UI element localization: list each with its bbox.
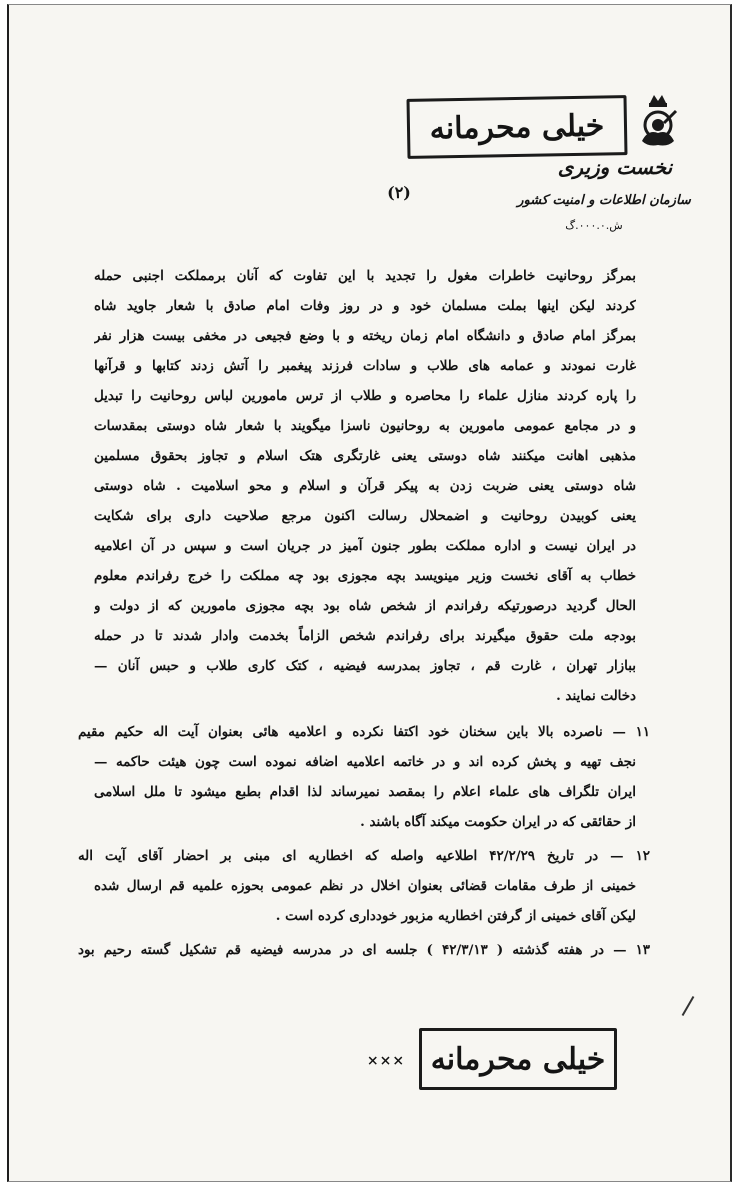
paragraph-11-line: ۱۱ — ناصرده بالا باین سخنان خود اکتفا نکرده و اعلامیه هائی بعنوان آیت اله حکیم مقیم bbox=[78, 724, 650, 740]
lion-and-sun-emblem-icon bbox=[634, 93, 682, 157]
body-line: بمرگز روحانیت خاطرات مغول را تجدید با این تفاوت که آنان برمملکت اجنبی حمله bbox=[94, 268, 636, 284]
organization-subtitle: سازمان اطلاعات و امنیت کشور bbox=[517, 193, 691, 208]
body-line: الحال گردید درصورتیکه رفراندم از شخص شاه بود بچه مجوزی مامورین که از دولت و bbox=[94, 598, 636, 614]
body-line: ببازار تهران ، غارت قم ، تجاوز بمدرسه فیضیه ، کتک کاری طلاب و حبس آنان — bbox=[94, 658, 636, 674]
page-number: (۲) bbox=[387, 183, 411, 202]
paragraph-12-line: ۱۲ — در تاریخ ۴۲/۲/۲۹ اطلاعیه واصله که اخطاریه ای مبنی بر احضار آقای آیت اله bbox=[78, 848, 650, 864]
body-line: دخالت نمایند . bbox=[556, 688, 636, 704]
body-line: در ایران نیست و اداره مملکت بطور جنون آمیز در جریان است و سپس در آن اعلامیه bbox=[94, 538, 636, 554]
paragraph-11-line: از حقائقی که در ایران حکومت میکند آگاه باشند . bbox=[360, 814, 636, 830]
paragraph-11-line: ایران تلگراف های علماء اعلام را بمقصد نمیرساند لذا اقدام بطبع میشود تا ملل اسلامی bbox=[94, 784, 636, 800]
paragraph-12-line: لیکن آقای خمینی از گرفتن اخطاریه مزبور خودداری کرده است . bbox=[275, 908, 636, 924]
body-line: خطاب به آقای نخست وزیر مینویسد بچه مجوزی بود چه مملکت را خرج رفراندم معلوم bbox=[94, 568, 636, 584]
organization-title: نخست وزیری bbox=[557, 155, 673, 179]
body-line: مذهبی اهانت میکنند شاه دوستی یعنی غارتگری هتک اسلام و تجاوز بحقوق مسلمین bbox=[94, 448, 636, 464]
paragraph-11-line: نجف تهیه و پخش کرده اند و در خاتمه اعلامیه اضافه نموده است چون هیئت حاکمه — bbox=[94, 754, 636, 770]
body-line: بمرگز امام صادق و دانشگاه امام زمان ریخته و با وضع فجیعی در مخفی بیست هزار نفر bbox=[94, 328, 636, 344]
body-line: یعنی کوبیدن روحانیت و اضمحلال رسالت اکنون مرجع صلاحیت داری برای شکایت bbox=[94, 508, 636, 524]
paragraph-13-line: ۱۳ — در هفته گذشته ( ۴۲/۳/۱۳ ) جلسه ای در مدرسه فیضیه قم تشکیل گسته رحیم بود bbox=[78, 942, 650, 958]
body-line: شاه دوستی یعنی ضربت زدن به پیکر قرآن و اسلام و محو اسلامیت . شاه دوستی bbox=[94, 478, 636, 494]
body-line: و در مجامع عمومی مامورین به روحانیون ناسزا میگویند با شعار شاه دوستی بمقدسات bbox=[94, 418, 636, 434]
body-line: کردند لیکن اینها بملت مسلمان خود و در روز وفات امام صادق با شعار جاوید شاه bbox=[94, 298, 636, 314]
margin-mark bbox=[682, 996, 695, 1016]
classification-stamp-bottom: خیلی محرمانه bbox=[419, 1028, 617, 1090]
body-line: بودجه ملت حقوق میگیرند برای رفراندم شخص الزاماً بخدمت وادار شدند تا در حمله bbox=[94, 628, 636, 644]
classification-stamp-top: خیلی محرمانه bbox=[406, 95, 627, 159]
reference-number: ش.۰۰۰.۰.گ bbox=[565, 219, 623, 232]
body-line: را پاره کردند منازل علماء را محاصره و طلاب از ترس مامورین لباس روحانیت را تبدیل bbox=[94, 388, 636, 404]
body-line: غارت نمودند و عمامه های طلاب و سادات فرزند پیغمبر را آتش زدند کتابها و قرآنها bbox=[94, 358, 636, 374]
document-page bbox=[7, 4, 732, 1182]
closing-mark: ××× bbox=[366, 1053, 406, 1069]
paragraph-12-line: خمینی از طرف مقامات قضائی بعنوان اخلال در نظم عمومی بحوزه علمیه قم ارسال شده bbox=[94, 878, 636, 894]
